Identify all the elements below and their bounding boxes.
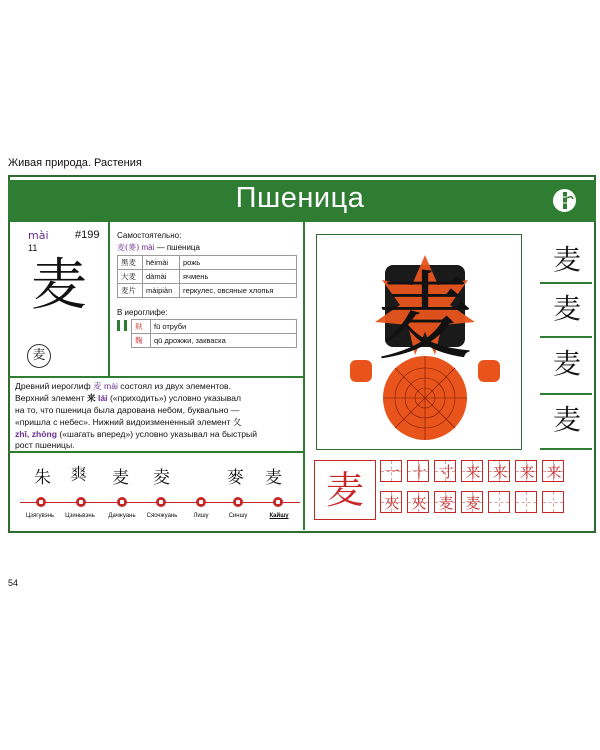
marker-icon [117, 320, 127, 331]
desc-line: Древний иероглиф 麦 mài состоял из двух элементов. [15, 381, 231, 392]
stroke-step: 夾 [384, 494, 400, 512]
page-title: Пшеница [235, 182, 365, 214]
stroke-step: 一 [384, 463, 400, 481]
in-char-pinyin: fū [154, 322, 161, 331]
variant-divider [540, 448, 592, 450]
stroke-step: 夾 [411, 494, 427, 512]
stroke-count: 11 [28, 243, 38, 253]
stroke-cell [542, 491, 564, 513]
stroke-step: 来 [465, 463, 481, 481]
stroke-cell [461, 491, 483, 513]
timeline-node [196, 497, 206, 507]
stroke-cell [542, 460, 564, 482]
evolution-label: Дачжуань [108, 513, 136, 519]
stroke-cell [434, 460, 456, 482]
timeline-node [36, 497, 46, 507]
stroke-step [489, 492, 511, 514]
description-text [15, 381, 301, 451]
desc-line: «пришла с небес». Нижний видоизмененный элемент 夂 [15, 416, 242, 428]
in-char-hanzi: 麸 [132, 320, 151, 334]
independent-form: 麦(麥) [117, 243, 140, 252]
independent-label: Самостоятельно: [117, 231, 182, 240]
table-row [132, 334, 297, 348]
word-meaning: геркулес, овсяные хлопья [180, 284, 297, 298]
stroke-cell [380, 460, 402, 482]
independent-pinyin: mài [141, 243, 155, 252]
word-hanzi: 麦片 [118, 284, 143, 298]
stroke-cell [407, 491, 429, 513]
timeline-node [76, 497, 86, 507]
in-char-text [151, 320, 297, 334]
in-char-text [151, 334, 297, 348]
words-table [117, 255, 297, 298]
font-variant: 麦 [552, 347, 581, 380]
evolution-glyph: 朱 [34, 468, 51, 488]
timeline-node [273, 497, 283, 507]
stroke-step: 来 [519, 463, 535, 481]
table-row [118, 256, 297, 270]
evolution-label: Лишу [193, 513, 209, 519]
evolution-label: Кайшу [269, 513, 289, 519]
evolution-label: Сяочжуань [146, 513, 178, 519]
stroke-cell [434, 491, 456, 513]
variant-divider [540, 282, 592, 284]
font-variant: 麦 [552, 243, 581, 276]
stroke-step [543, 492, 565, 514]
section-title: Живая природа. Растения [8, 157, 142, 169]
table-row [118, 284, 297, 298]
stroke-step: 麦 [438, 494, 454, 512]
char-pinyin: mài [28, 229, 49, 242]
radical-badge [27, 344, 51, 368]
in-chars-table [131, 319, 297, 348]
word-hanzi: 黑麦 [118, 256, 143, 270]
word-pinyin: hēimài [143, 256, 180, 270]
main-character: 麦 [31, 253, 87, 318]
in-char-meaning: отруби [162, 322, 187, 331]
word-hanzi: 大麦 [118, 270, 143, 284]
stroke-step: 寸 [438, 463, 454, 481]
evolution-glyph: 夌 [153, 468, 170, 488]
stroke-step [516, 492, 538, 514]
evolution-label: Синшу [228, 513, 248, 519]
stroke-step: 麦 [465, 494, 481, 512]
word-meaning: рожь [180, 256, 297, 270]
stroke-cell [461, 460, 483, 482]
evolution-glyph: 麥 [227, 468, 244, 488]
evolution-label: Цзягувэнь [25, 513, 55, 519]
independent-meaning: — пшеница [156, 243, 200, 252]
stroke-step: 十 [411, 463, 427, 481]
stroke-step: 来 [492, 463, 508, 481]
stroke-cell [515, 460, 537, 482]
table-row [118, 270, 297, 284]
table-row [132, 320, 297, 334]
divider-horizontal [8, 376, 304, 378]
timeline-node [117, 497, 127, 507]
evolution-glyph: 麦 [112, 468, 129, 488]
illustration-character: 麦 [377, 261, 473, 373]
in-char-meaning: дрожжи, закваска [164, 336, 226, 345]
variant-divider [540, 393, 592, 395]
in-char-pinyin: qū [154, 336, 163, 345]
in-char-hanzi: 麴 [132, 334, 151, 348]
stroke-cell [488, 491, 510, 513]
stroke-big-char: 麦 [325, 468, 364, 512]
word-pinyin: màipiàn [143, 284, 180, 298]
font-variant: 麦 [552, 403, 581, 436]
desc-line: на то, что пшеница была дарована небом, буквально — [15, 405, 240, 416]
stroke-step: 来 [546, 463, 562, 481]
word-pinyin: dàmài [143, 270, 180, 284]
desc-line: Верхний элемент 来 lái («приходить») условно указывал [15, 393, 242, 405]
stroke-cell [488, 460, 510, 482]
word-meaning: ячмень [180, 270, 297, 284]
divider-horizontal-2 [8, 451, 304, 453]
evolution-label: Цзиньвэнь [65, 513, 95, 519]
stroke-cell [380, 491, 402, 513]
evolution-glyph: 麦 [265, 468, 282, 488]
stroke-cell [407, 460, 429, 482]
char-number: #199 [75, 229, 100, 241]
page-number: 54 [8, 578, 19, 588]
timeline-node [233, 497, 243, 507]
bamboo-icon [551, 187, 578, 214]
divider-left [108, 222, 110, 376]
desc-line: рост пшеницы. [15, 440, 75, 451]
stroke-cell [515, 491, 537, 513]
independent-line [117, 242, 200, 253]
variant-divider [540, 336, 592, 338]
stroke-big-cell [314, 460, 376, 520]
in-chars-label: В иероглифе: [117, 308, 168, 317]
timeline-node [156, 497, 166, 507]
evolution-glyph: 𤕤 [70, 465, 87, 485]
font-variant: 麦 [552, 292, 581, 325]
radical-char: 麦 [32, 348, 46, 363]
desc-line: zhǐ, zhōng («шагать вперед») условно указывал на быстрый [15, 428, 258, 439]
